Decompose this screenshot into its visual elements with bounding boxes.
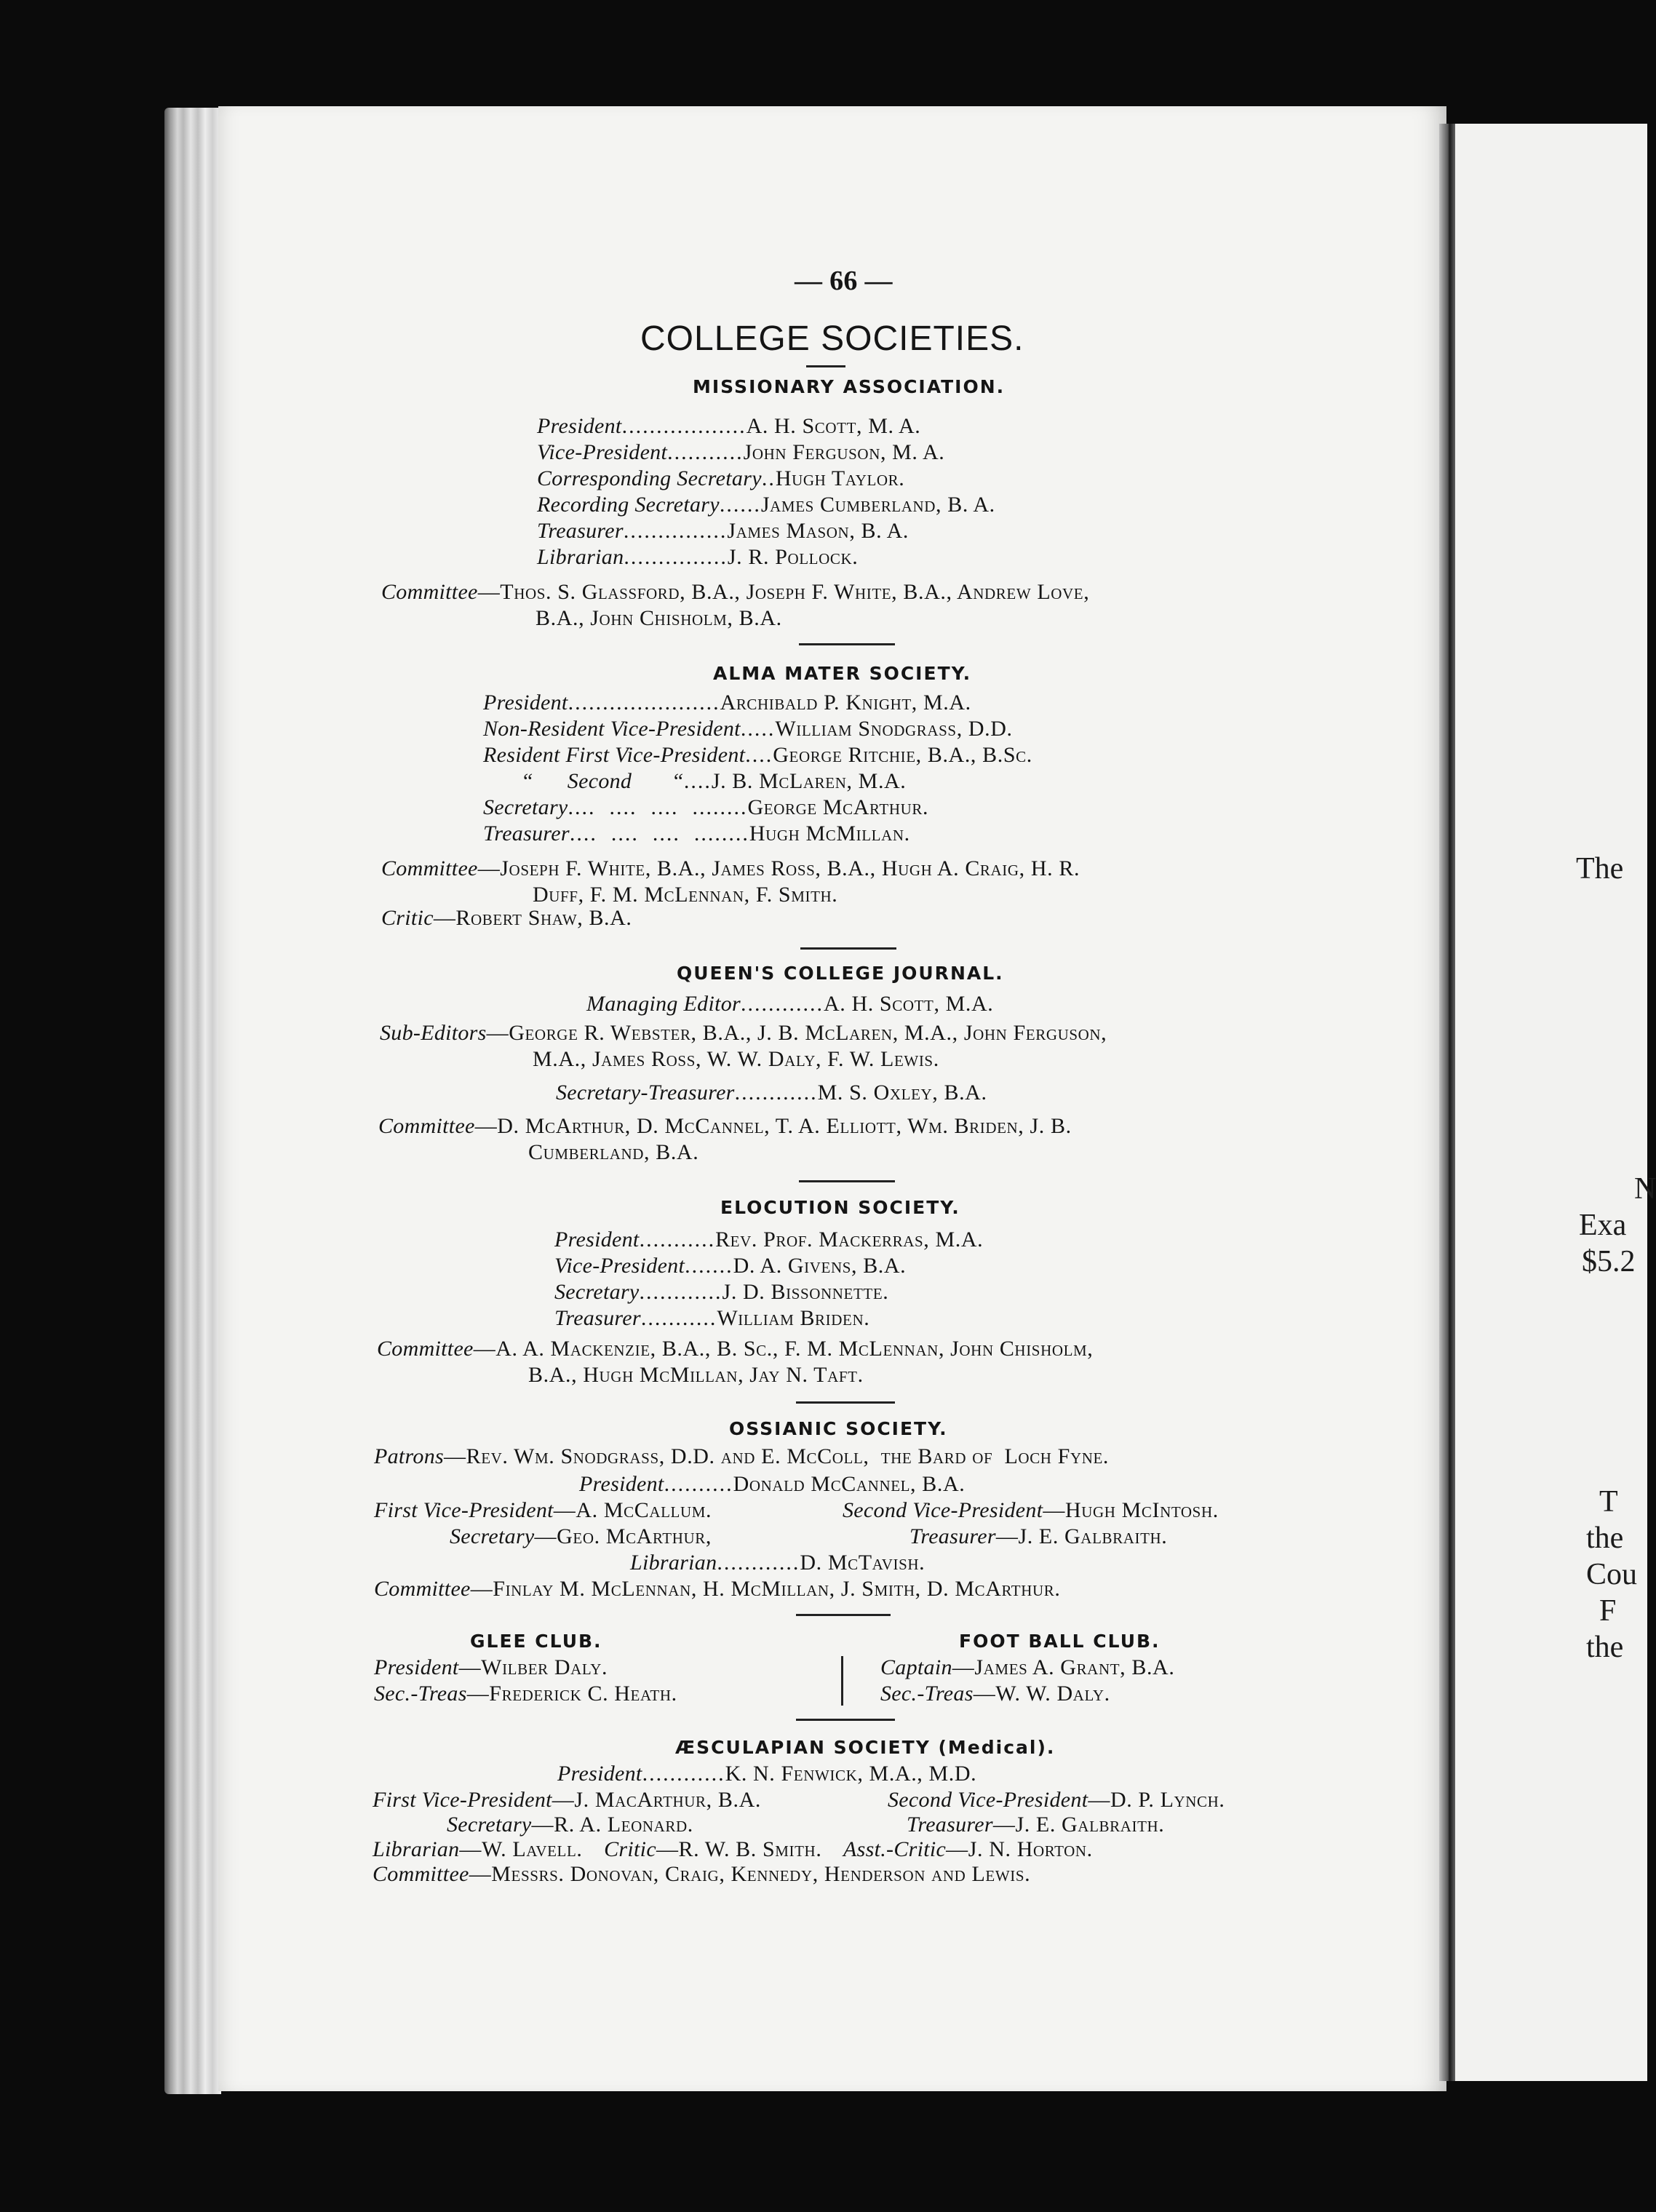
section-heading: OSSIANIC SOCIETY.	[729, 1418, 948, 1439]
section-heading: FOOT BALL CLUB.	[959, 1631, 1161, 1652]
officer-name: —W. W. Daly.	[973, 1682, 1110, 1706]
officer-row: Non-Resident Vice-President.....William Snodgrass, D.D.	[483, 717, 1013, 741]
officer-row	[880, 1655, 1174, 1681]
officer-name: —Hugh McIntosh.	[1043, 1498, 1219, 1522]
officer-name: Rev. Prof. Mackerras, M.A.	[715, 1228, 984, 1252]
officer-row	[373, 1787, 761, 1813]
sub-editors-line: Sub-Editors—George R. Webster, B.A., J. B. McLaren, M.A., John Ferguson,	[380, 1021, 1107, 1045]
officer-name: D. McTavish.	[800, 1551, 925, 1575]
officer-name: J. R. Pollock.	[727, 545, 859, 569]
officer-role: Corresponding Secretary	[537, 466, 762, 490]
officer-row: President............K. N. Fenwick, M.A., M.D.	[557, 1762, 977, 1786]
officer-role: Non-Resident Vice-President	[483, 717, 741, 741]
officer-row: Secretary............J. D. Bissonnette.	[554, 1280, 889, 1304]
officer-role: Treasurer	[537, 519, 624, 543]
patrons-label: Patrons	[374, 1444, 444, 1468]
officer-row: Librarian...............J. R. Pollock.	[537, 545, 859, 569]
officer-name: William Briden.	[717, 1306, 870, 1330]
officer-row: Treasurer.... .... .... ........Hugh McMillan.	[483, 821, 910, 846]
officer-role: Vice-President	[537, 440, 668, 464]
divider	[799, 643, 895, 645]
officer-role: Librarian	[630, 1551, 717, 1575]
officer-row: Recording Secretary......James Cumberland, B. A.	[537, 493, 995, 517]
officer-row: Librarian............D. McTavish.	[630, 1551, 925, 1575]
committee-line: Committee—Thos. S. Glassford, B.A., Joseph F. White, B.A., Andrew Love,	[381, 580, 1090, 604]
officer-role: Vice-President	[554, 1254, 685, 1278]
committee-line: Committee—Finlay M. McLennan, H. McMillan, J. Smith, D. McArthur.	[374, 1577, 1061, 1601]
committee-label: Committee	[374, 1577, 471, 1601]
officer-role: Secretary	[450, 1524, 535, 1548]
officer-role: Resident First Vice-President	[483, 743, 746, 767]
officer-row	[450, 1524, 712, 1550]
committee-line: B.A., John Chisholm, B.A.	[536, 606, 782, 630]
officer-name: A. H. Scott, M.A.	[824, 992, 994, 1016]
officer-role: Treasurer	[483, 821, 570, 846]
officer-name: —D. P. Lynch.	[1088, 1788, 1225, 1812]
officer-name: George McArthur.	[747, 795, 929, 819]
officer-name: —J. E. Galbraith.	[992, 1813, 1165, 1837]
officer-role: President	[557, 1762, 642, 1786]
committee-line: Committee—Messrs. Donovan, Craig, Kennedy, Henderson and Lewis.	[373, 1862, 1031, 1886]
officer-row	[374, 1497, 712, 1524]
officer-role: “ Second “	[521, 769, 684, 793]
officer-row: President......................Archibald P. Knight, M.A.	[483, 691, 971, 715]
officer-role: Recording Secretary	[537, 493, 720, 517]
committee-line: Committee—Joseph F. White, B.A., James Ross, B.A., Hugh A. Craig, H. R.	[381, 856, 1080, 880]
officer-name: Donald McCannel, B.A.	[733, 1472, 966, 1496]
officer-role: Second Vice-President	[843, 1498, 1043, 1522]
officer-role: President	[554, 1228, 640, 1252]
officer-name: —J. MacArthur, B.A.	[552, 1788, 761, 1812]
officer-role: Secretary	[554, 1280, 640, 1304]
officer-row: “ Second “....J. B. McLaren, M.A.	[521, 769, 907, 793]
officer-name: —J. E. Galbraith.	[995, 1524, 1168, 1548]
officer-row: Treasurer...............James Mason, B. A.	[537, 519, 909, 543]
officer-role: Captain	[880, 1655, 952, 1679]
committee-label: Committee	[373, 1862, 469, 1886]
officer-row	[374, 1655, 608, 1681]
officer-role: Treasurer	[909, 1524, 996, 1548]
page-number: — 66 —	[795, 266, 893, 296]
officer-role: President	[579, 1472, 664, 1496]
officer-role: Treasurer	[907, 1813, 993, 1837]
critic-label: Critic	[381, 906, 434, 930]
officer-row	[909, 1524, 1167, 1550]
officer-role: Secretary	[447, 1813, 532, 1837]
divider	[796, 1614, 891, 1616]
officer-role: Librarian	[537, 545, 624, 569]
right-page-fragment: The	[1576, 852, 1624, 886]
officer-name: —Geo. McArthur,	[534, 1524, 712, 1548]
committee-line: Cumberland, B.A.	[528, 1140, 699, 1164]
officer-name: J. D. Bissonnette.	[722, 1280, 889, 1304]
committee-label: Committee	[381, 580, 478, 604]
officer-name: William Snodgrass, D.D.	[775, 717, 1013, 741]
officer-role: Secretary-Treasurer	[556, 1081, 735, 1105]
officer-name: George Ritchie, B.A., B.Sc.	[773, 743, 1032, 767]
officer-row: President..........Donald McCannel, B.A.	[579, 1472, 966, 1496]
officer-name: Archibald P. Knight, M.A.	[720, 691, 971, 715]
officer-name: James Mason, B. A.	[727, 519, 909, 543]
officer-name: M. S. Oxley, B.A.	[817, 1081, 987, 1105]
section-heading: QUEEN'S COLLEGE JOURNAL.	[677, 963, 1004, 984]
committee-line: Duff, F. M. McLennan, F. Smith.	[533, 883, 838, 907]
divider	[796, 1719, 895, 1721]
committee-label: Committee	[378, 1114, 475, 1138]
column-divider	[841, 1656, 843, 1706]
officer-role: President	[374, 1655, 459, 1679]
officer-role: Secretary	[483, 795, 568, 819]
officer-role: First Vice-President	[374, 1498, 554, 1522]
sub-editors-label: Sub-Editors	[380, 1021, 487, 1045]
right-page-fragment: N	[1634, 1172, 1656, 1206]
right-page-fragment: F	[1599, 1594, 1617, 1628]
officer-row: Treasurer...........William Briden.	[554, 1306, 870, 1330]
officer-role: First Vice-President	[373, 1788, 552, 1812]
officer-role: Sec.-Treas	[880, 1682, 974, 1706]
officer-name: —A. McCallum.	[553, 1498, 712, 1522]
divider	[806, 365, 845, 367]
officer-role: Second Vice-President	[888, 1788, 1088, 1812]
officer-row: Vice-President.......D. A. Givens, B.A.	[554, 1254, 907, 1278]
page-title: COLLEGE SOCIETIES.	[640, 319, 1024, 358]
officer-row	[843, 1497, 1219, 1524]
officer-name: —Frederick C. Heath.	[466, 1682, 677, 1706]
committee-line: Committee—A. A. Mackenzie, B.A., B. Sc., F. M. McLennan, John Chisholm,	[377, 1337, 1094, 1361]
officer-row: President...........Rev. Prof. Mackerras, M.A.	[554, 1228, 984, 1252]
officer-role: Librarian	[373, 1837, 460, 1861]
officer-row	[447, 1812, 693, 1838]
committee-line: Committee—D. McArthur, D. McCannel, T. A. Elliott, Wm. Briden, J. B.	[378, 1114, 1072, 1138]
divider	[799, 1180, 895, 1182]
officer-name: —Wilber Daly.	[458, 1655, 608, 1679]
right-page-fragment: Exa	[1579, 1209, 1627, 1242]
divider	[800, 947, 896, 950]
officer-role: President	[483, 691, 568, 715]
book-binding	[164, 108, 221, 2094]
right-page-fragment: Cou	[1586, 1558, 1638, 1591]
officer-name: —James A. Grant, B.A.	[952, 1655, 1175, 1679]
officer-name: John Ferguson, M. A.	[743, 440, 945, 464]
divider	[796, 1401, 895, 1404]
officer-row: Managing Editor............A. H. Scott, M.A.	[586, 992, 994, 1016]
officer-name: D. A. Givens, B.A.	[733, 1254, 907, 1278]
officer-name: —R. W. B. Smith.	[656, 1837, 822, 1861]
officer-row	[907, 1812, 1164, 1838]
officer-row	[373, 1837, 1093, 1863]
section-heading: ÆSCULAPIAN SOCIETY (Medical).	[675, 1737, 1056, 1758]
officer-role: President	[537, 414, 622, 438]
right-page-fragment: T	[1599, 1485, 1618, 1519]
officer-role: Treasurer	[554, 1306, 641, 1330]
section-heading: GLEE CLUB.	[470, 1631, 602, 1652]
officer-row: President..................A. H. Scott, M. A.	[537, 414, 921, 438]
officer-row: Resident First Vice-President....George Ritchie, B.A., B.Sc.	[483, 743, 1032, 767]
officer-row: Secretary.... .... .... ........George McArthur.	[483, 795, 929, 819]
section-heading: ELOCUTION SOCIETY.	[720, 1197, 960, 1218]
officer-row	[880, 1681, 1110, 1707]
right-page	[1455, 124, 1656, 2081]
officer-row	[888, 1787, 1225, 1813]
right-page-fragment: the	[1586, 1521, 1624, 1555]
officer-row: Corresponding Secretary..Hugh Taylor.	[537, 466, 905, 490]
officer-row: Vice-President...........John Ferguson, M. A.	[537, 440, 945, 464]
officer-role: Asst.-Critic	[843, 1837, 947, 1861]
officer-name: —J. N. Horton.	[946, 1837, 1093, 1861]
patrons-line: Patrons—Rev. Wm. Snodgrass, D.D. and E. McColl, the Bard of Loch Fyne.	[374, 1444, 1110, 1468]
section-heading: MISSIONARY ASSOCIATION.	[693, 376, 1006, 397]
right-page-fragment: $5.2	[1582, 1245, 1636, 1278]
officer-name: J. B. McLaren, M.A.	[711, 769, 907, 793]
right-page-fragment: the	[1586, 1631, 1624, 1664]
officer-role: Critic	[604, 1837, 656, 1861]
committee-line: B.A., Hugh McMillan, Jay N. Taft.	[528, 1363, 864, 1387]
officer-name: —W. Lavell.	[459, 1837, 583, 1861]
officer-name: Hugh Taylor.	[775, 466, 905, 490]
officer-name: K. N. Fenwick, M.A., M.D.	[725, 1762, 977, 1786]
officer-name: —R. A. Leonard.	[531, 1813, 693, 1837]
officer-role: Sec.-Treas	[374, 1682, 467, 1706]
officer-name: Hugh McMillan.	[749, 821, 910, 846]
officer-role: Managing Editor	[586, 992, 741, 1016]
officer-name: A. H. Scott, M. A.	[746, 414, 921, 438]
critic-line: Critic—Robert Shaw, B.A.	[381, 906, 632, 930]
committee-label: Committee	[377, 1337, 474, 1361]
sub-editors-line: M.A., James Ross, W. W. Daly, F. W. Lewis.	[533, 1047, 939, 1071]
section-heading: ALMA MATER SOCIETY.	[713, 663, 972, 684]
officer-name: James Cumberland, B. A.	[760, 493, 995, 517]
officer-row	[374, 1681, 677, 1707]
committee-label: Committee	[381, 856, 478, 880]
officer-row: Secretary-Treasurer............M. S. Oxley, B.A.	[556, 1081, 987, 1105]
